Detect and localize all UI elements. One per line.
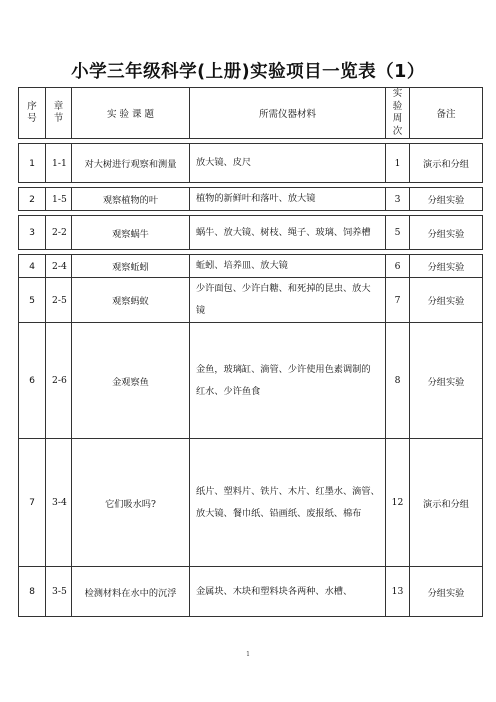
row-note: 分组实验 [410, 255, 483, 278]
row-materials: 植物的新鲜叶和落叶、放大镜 [190, 188, 386, 211]
row-week: 8 [386, 323, 410, 439]
table-row [19, 278, 483, 323]
row-chapter: 2-2 [46, 216, 72, 250]
page-number: 1 [246, 651, 250, 658]
row-chapter: 3-5 [46, 567, 72, 617]
experiment-table [18, 87, 483, 617]
header-topic: 实 验 课 题 [72, 88, 190, 139]
row-week: 3 [386, 188, 410, 211]
header-no: 序 号 [19, 88, 46, 139]
row-topic: 金观察鱼 [72, 323, 190, 439]
row-topic: 观察蚯蚓 [72, 255, 190, 278]
row-topic: 检测材料在水中的沉浮 [72, 567, 190, 617]
row-no: 8 [19, 567, 46, 617]
row-chapter: 1-1 [46, 144, 72, 183]
table-row [19, 567, 483, 617]
row-materials: 少许面包、少许白糖、和死掉的昆虫、放大 镜 [190, 278, 386, 323]
row-no: 7 [19, 439, 46, 567]
row-topic: 它们吸水吗? [72, 439, 190, 567]
row-note: 分组实验 [410, 323, 483, 439]
row-materials: 金属块、木块和塑料块各两种、水槽、 [190, 567, 386, 617]
row-week: 5 [386, 216, 410, 250]
table-row [19, 188, 483, 211]
row-note: 分组实验 [410, 188, 483, 211]
table-row [19, 439, 483, 567]
row-no: 4 [19, 255, 46, 278]
row-chapter: 1-5 [46, 188, 72, 211]
row-note: 分组实验 [410, 278, 483, 323]
row-week: 6 [386, 255, 410, 278]
row-topic: 对大树进行观察和测量 [72, 144, 190, 183]
row-no: 5 [19, 278, 46, 323]
page-title: 小学三年级科学(上册)实验项目一览表（1） [71, 62, 425, 82]
row-materials: 纸片、塑料片、铁片、木片、红墨水、滴管、 放大镜、餐巾纸、铅画纸、废报纸、棉布 [190, 439, 386, 567]
row-topic: 观察植物的叶 [72, 188, 190, 211]
row-week: 7 [386, 278, 410, 323]
row-note: 演示和分组 [410, 439, 483, 567]
row-chapter: 2-6 [46, 323, 72, 439]
row-week: 13 [386, 567, 410, 617]
row-materials: 放大镜、皮尺 [190, 144, 386, 183]
row-note: 演示和分组 [410, 144, 483, 183]
table-row [19, 323, 483, 439]
table-header-row [19, 88, 483, 139]
table-row [19, 144, 483, 183]
row-chapter: 3-4 [46, 439, 72, 567]
header-week: 实 验 周 次 [386, 88, 410, 139]
row-note: 分组实验 [410, 216, 483, 250]
row-chapter: 2-5 [46, 278, 72, 323]
row-topic: 观察蜗牛 [72, 216, 190, 250]
row-week: 12 [386, 439, 410, 567]
row-no: 1 [19, 144, 46, 183]
row-no: 2 [19, 188, 46, 211]
header-note: 备注 [410, 88, 483, 139]
row-week: 1 [386, 144, 410, 183]
row-note: 分组实验 [410, 567, 483, 617]
row-materials: 蜗牛、放大镜、树枝、绳子、玻璃、饲养槽 [190, 216, 386, 250]
table-row [19, 255, 483, 278]
table-row [19, 216, 483, 250]
header-materials: 所需仪器材料 [190, 88, 386, 139]
row-materials: 金鱼，玻璃缸、滴管、少许使用色素调制的 红水、少许鱼食 [190, 323, 386, 439]
row-topic: 观察蚂蚁 [72, 278, 190, 323]
row-chapter: 2-4 [46, 255, 72, 278]
row-materials: 蚯蚓、培养皿、放大镜 [190, 255, 386, 278]
header-chapter: 章 节 [46, 88, 72, 139]
row-no: 6 [19, 323, 46, 439]
row-no: 3 [19, 216, 46, 250]
